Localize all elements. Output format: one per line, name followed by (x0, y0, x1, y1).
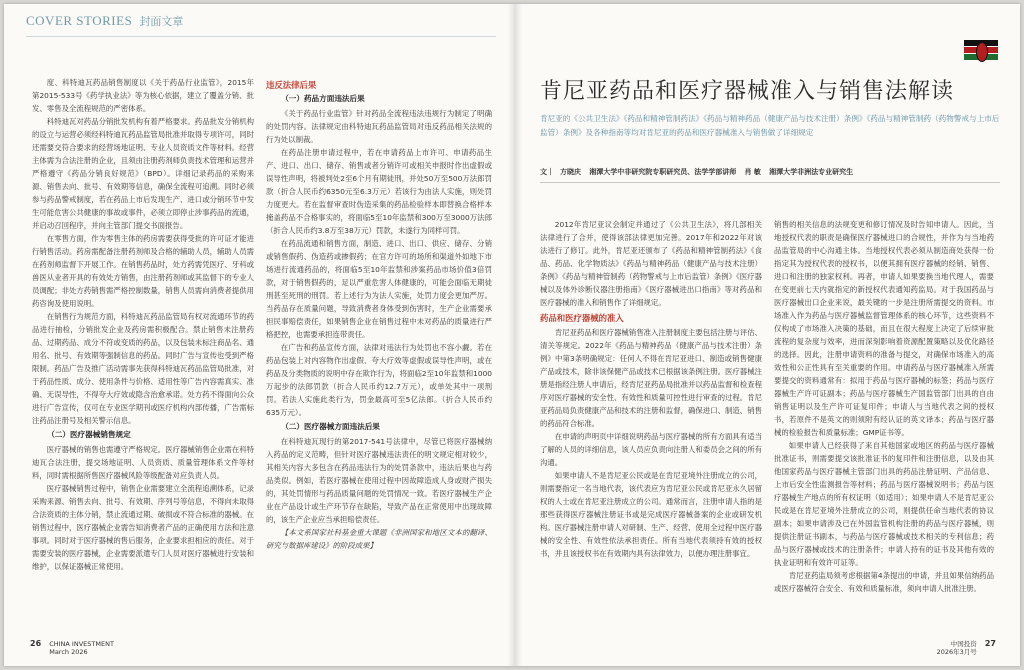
kenya-flag-icon (964, 40, 998, 62)
page-gutter (508, 4, 522, 666)
byline-author-1: 方晓庆 (560, 168, 581, 176)
section-tag (26, 10, 183, 29)
footer-magazine-zh: 中国投资 (950, 640, 977, 648)
paragraph: 在申请的声明页中详细说明药品与医疗器械的所有方面具有适当了解的人员的详细信息，该人员应负责向注册人和委员会之间的所有沟通。 (540, 432, 762, 467)
paragraph: 在药品注册申请过程中，若在申请药品上市许可、申请药品生产、进口、出口、储存、销售或者分销许可或相关申报时作出虚假或误导性声明，将被判处2至6个月有期徒刑，并处50万至500万法郎罚款（折合人民币约6350元至6.3万元）若该行为由法人实施，则处罚力度更大。若在监督审查时伪造采集的药品检验样本即替换合格样本掩盖药品不合格事实的，将面临5至10年监禁和300万至3000万法郎（折合人民币约3.8万至38万元）罚款，未遂行为同样可罚。 (266, 148, 492, 235)
paragraph: 医疗器械的销售也需遵守严格规定。医疗器械销售企业需在科特迪瓦合法注册，提交场地证明、人员资质、质量管理体系文件等材料，同时需根据所售医疗器械风险等级配备对应负责人员。 (32, 445, 254, 480)
page-number-left: 26 (30, 639, 42, 648)
section-tag-en: COVER STORIES (26, 13, 133, 28)
paragraph: 在零售方面，作为零售主体的药房需要获得受批的许可证才能进行销售活动。药房需配备注册药剂师及合格的辅助人员，辅助人员需在药剂师监督下开展工作。在销售药品时，处方药需凭医疗、牙科或兽医从业者开具的有效处方销售，由注册药剂师或其监督下的专业人员调配；非处方药销售需严格控制数量，销售人员需向消费者提供用药咨询及使用说明。 (32, 234, 254, 308)
section-tag-zh: 封面文章 (139, 15, 184, 28)
byline-affiliation-1: 湘潭大学中非研究院专职研究员、法学学部讲师 (589, 168, 737, 176)
paragraph: 《关于药品行业监管》针对药品全流程违法违规行为制定了明确的处罚内容。法律规定由科特迪瓦药品监管局对违反药品相关法规的行为处以制裁。 (266, 109, 492, 144)
paragraph: 肯尼亚药品和医疗器械销售准入注册制度主要包括注册与评估、清关等规定。2022年《药品与精神药品（健康产品与技术注册）条例》中第3条明确规定：任何人不得在肯尼亚进口、制造或销售健康产品或技术，除非该保健产品或技术已根据该条例注册。医疗器械注册是指经注册人申请后，经肯尼亚药品局批准并以药品监督和检查程序对医疗器械的安全性、有效性和质量可控性进行审查的过程。肯尼亚药品局负责健康产品和技术的注册和监督，确保进口、制造、销售的药品符合标准。 (540, 328, 762, 428)
paragraph: 在广告和药品宣传方面，法律对违法行为处罚也不容小觑。若在药品包装上对内容物作出虚假、夸大疗效等虚假或误导性声明，或在药品及分类物质的说明中存在欺诈行为，将面临2至10年监禁和1000万起步的法郎罚款（折合人民币约12.7万元），或单处其中一项刑罚。若法人实施此类行为，罚金最高可至5亿法郎。（折合人民币约635万元）。 (266, 343, 492, 417)
section-heading: 违反法律后果 (266, 80, 317, 90)
subheading: （二）医疗器械销售规定 (47, 430, 131, 439)
article-title: 肯尼亚药品和医疗器械准入与销售法解读 (540, 79, 955, 104)
byline-affiliation-2: 湘潭大学非洲法专业研究生 (769, 168, 854, 176)
subheading: （一）药品方面违法后果 (281, 94, 365, 103)
section-heading: 药品和医疗器械的准入 (540, 313, 624, 323)
page-number-right: 27 (984, 639, 996, 648)
section-rule (26, 36, 496, 37)
paragraph: 在科特迪瓦现行的第2017-541号法律中，尽管已将医疗器械纳入药品的定义范畴，但针对医疗器械违法责任的明文规定相对较少，其相关内容大多包含在药品违法行为的处罚条款中，违法后果也与药品类似。例如，若医疗器械在使用过程中因故障造成人身或财产损失的，其处罚情形与药品质量问题的处罚情况一致。若医疗器械生产企业在产品设计或生产环节存在缺陷，导致产品在正常使用中出现故障的，该生产企业应当承担赔偿责任。 (266, 437, 492, 524)
paragraph: 科特迪瓦对药品分销批发机构有着严格要求。药品批发分销机构的设立与运营必须经科特迪瓦药品监管局批准并取得专项许可，同时还需要交符合要求的经营场地证明、专业人员资质文件等材料。经营主体需为合法注册的企业，且须由注册药剂师负责技术管理和运营并严格遵守《药品分销良好规范》（BPD）。详细记录药品的采购来源、销售去向、批号、有效期等信息，确保全流程可追溯。同时必须参与药品警戒制度，若在药品上市后发现生产、进口或分销环节中发生可能危害公共健康的事故或事件，必须立即停止涉事药品的流通，并启动召回程序，并向主管部门提交书面报告。 (32, 117, 254, 230)
byline-prefix: 文｜ (540, 168, 554, 176)
paragraph: 2012年肯尼亚议会制定并通过了《公共卫生法》，将几部相关法律进行了合并，使得该部法律更加完善。2017年和2022年对该法进行了修订。此外，肯尼亚还颁布了《药品和精神管制药法》《食品、药品、化学物质法》《药品与精神药品（健康产品与技术注册）条例》《药品与精神管制药（药物警戒与上市后监管）条例》《医疗器械以及体外诊断仪器注册指南》《医疗器械进出口指南》等对药品和医疗器械的准入和销售作了详细规定。 (540, 220, 762, 307)
footer-date-en: March 2026 (49, 648, 88, 656)
paragraph: 在药品流通和销售方面，制造、进口、出口、供应、储存、分销或销售假药、伪造药或掺假药；在官方许可的场所和渠道外如地下市场进行流通药品的，将面临5至10年监禁和涉案药品市场价值3倍罚款，对于销售假药的，足以严重危害人体健康的，可能会面临无期徒刑甚至死刑的刑罚。若上述行为为法人实施，处罚力度会更加严厉。当药品存在质量问题，导致消费者身体受到伤害时，生产企业需要承担民事赔偿责任，如果销售企业在销售过程中未对药品的质量进行严格把控，也需要承担连带责任。 (266, 239, 492, 339)
paragraph: 如果申请人不是肯尼亚公民或是在肯尼亚境外注册成立的公司，则需要指定一名当地代表，该代表应为肯尼亚公民或肯尼亚永久居留权的人士或在肯尼亚注册成立的公司。通常而言，注册申请人指的是那些获得医疗器械注册证书或是完成医疗器械备案的企业或研发机构。医疗器械注册申请人对研制、生产、经营、使用全过程中医疗器械的安全性、有效性依法承担责任。所有当地代表须持有效的授权书，并且该授权书在有效期内具有法律效力，以便办理注册事宜。 (540, 471, 762, 558)
subheading: （二）医疗器械方面违法后果 (281, 422, 380, 431)
byline (540, 166, 1000, 178)
magazine-spread (4, 4, 1020, 666)
paragraph: 销售的相关信息的法规变更和修订情况及时告知申请人。因此，当地授权代表的职责是确保医疗器械进口的合规性，并作为与当地药品监管局的中心沟通主体。当地授权代表必须从制造商处获得一份指定其为授权代表的授权书，以便其拥有医疗器械的经销、销售、进口和注册的独家权利。再者，申请人如果要换当地代理人，需要在变更前七天内就指定的新授权代表通知药监局。对于我国药品与医疗器械出口企业来说，最关键的一步是注册所需提交的资料。市场准入作为药品与医疗器械监督管理体系的核心环节，这些资料不仅构成了市场准入决策的基础，而且在很大程度上决定了后续审批流程的复杂度与效率，进而深刻影响着资源配置策略以及优化路径的选择。因此，注册申请资料的准备与提交，对确保市场准入的高效性和公正性具有至关重要的作用。申请药品与医疗器械准入所需要提交的资料通常有：拟用于药品与医疗器械的标签；药品与医疗器械生产许可证副本；药品与医疗器械生产国监管部门出具的自由销售证明以及生产许可证复印件；申请人与当地代表之间的授权书，若原件不是英文的则须附有经认证的英文译本；药品与医疗器械的检验报告和质量标准；GMP证书等。 (774, 220, 994, 437)
funding-note: 【本文系国家社科基金重大课题《非洲国家和地区文本的翻译、研究与数据库建设》的阶段成果】 (266, 528, 492, 550)
paragraph: 度、科特迪瓦药品销售制度以《关于药品行业监管》，2015年第2015-533号《药学执业法》等为核心依据，建立了覆盖分销、批发、零售及全流程规范的严密体系。 (32, 78, 254, 113)
left-page-column-2 (266, 76, 492, 552)
footer-date-zh: 2026年3月号 (936, 648, 977, 656)
footer-magazine-en: CHINA INVESTMENT (49, 640, 114, 648)
footer-left (30, 640, 114, 656)
byline-author-2: 肖 敏 (744, 168, 761, 176)
left-page-column-1 (32, 76, 254, 573)
paragraph: 肯尼亚药监局须考虑根据第4条提出的申请，并且如果信纳药品或医疗器械符合安全、有效和质量标准，须向申请人批准注册。 (774, 571, 994, 593)
byline-rule (540, 182, 1000, 183)
right-page-column-2 (774, 218, 994, 595)
paragraph: 在销售行为规范方面，科特迪瓦药品监管局有权对流通环节的药品进行抽检，分销批发企业及药房需积极配合。禁止销售未注册药品、过期药品、成分不符或变质的药品，以及包装未标注商品名、通用名、批号、有效期等强制信息的药品。同时广告与宣传也受到严格限制。药品广告及推广活动需事先获得科特迪瓦药品监管局批准，对于药品性质、成分、使用条件与价格、适用性等广告内容需真实、准确、无误导性，不得夸大疗效或隐含治愈承诺。处方药不得面向公众进行广告宣传，仅可在专业医学期刊或医疗机构内部传播，广告需标注药品注册号及相关警示信息。 (32, 312, 254, 425)
paragraph: 医疗器械销售过程中，销售企业需要建立全流程追溯体系，记录采购来源、销售去向、批号、有效期、序列号等信息，不得向未取得合法资质的主体分销，禁止流通过期、破损或不符合标准的器械。在销售过程中，医疗器械企业需告知消费者产品的正确使用方法和注意事项。同时对于医疗器械的售后服务，企业要求担相应的责任。对于需要安装的医疗器械，企业需要派遣专门人员对医疗器械进行安装和维护，以保证器械正常使用。 (32, 484, 254, 571)
article-lede: 肯尼亚的《公共卫生法》《药品和精神管制药法》《药品与精神药品（健康产品与技术注册）条例》《药品与精神管制药（药物警戒与上市后监管）条例》及各种指南等均对肯尼亚的药品和医疗器械准入与销售做了详细规定 (540, 114, 1000, 137)
paragraph: 如果申请人已经获得了来自其他国家或地区的药品与医疗器械批准证书，则需要提交该批准证书的复印件和注册信息，以及由其他国家药品与医疗器械主管部门出具的药品注册证明、产品信息、上市后安全性监测报告等材料；药品与医疗器械说明书；药品与医疗器械生产地点的所有权证明（如适用）；如果申请人不是肯尼亚公民或是在肯尼亚境外注册成立的公司，则提供任命当地代表的协议副本；如果申请涉及已在外国监管机构注册的药品与医疗器械，则提供注册证书副本，与药品与医疗器械或技术相关的专利信息；药品与医疗器械或技术的注册条件；申请人持有的证书及其他有效的执业证明和有效许可证等。 (774, 441, 994, 567)
footer-right (934, 640, 996, 656)
right-page-column-1 (540, 218, 762, 560)
